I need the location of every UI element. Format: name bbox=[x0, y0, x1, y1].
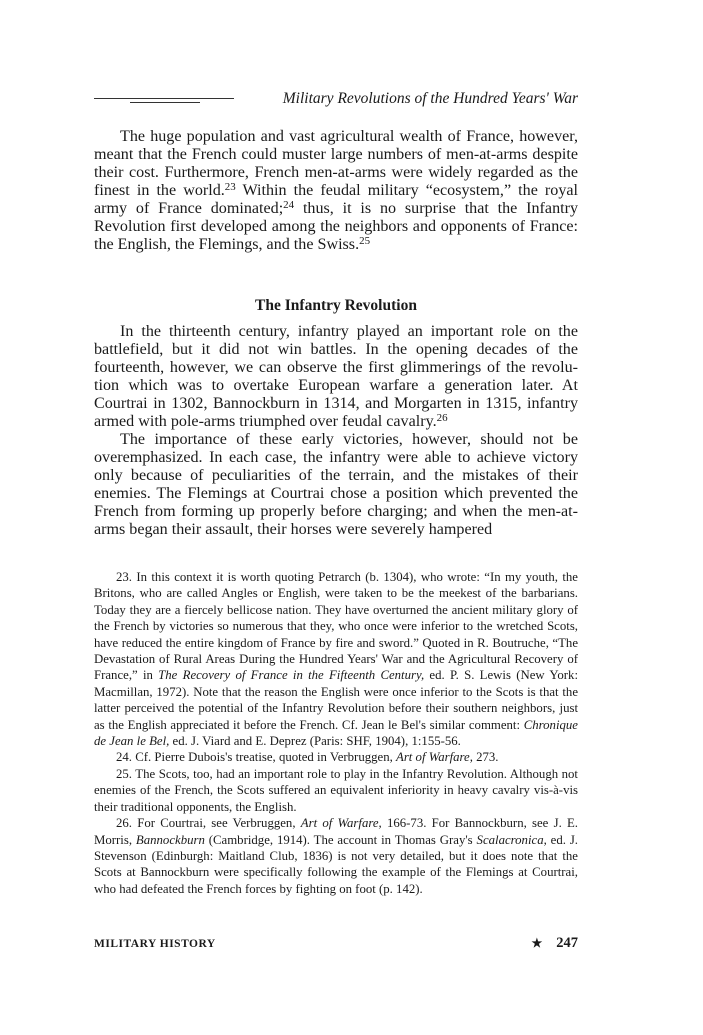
star-icon: ★ bbox=[531, 936, 543, 950]
footnote-ref: 25 bbox=[359, 235, 371, 248]
header-rule-short bbox=[130, 102, 200, 103]
paragraph: The importance of these early victories, however, should not be overemphasized. In each case, the infantry were able to achieve victory only because of peculiarities of the terrain, and the mistakes of their enemies. The Flemings at Courtrai chose a position which prevented the French from forming up properly before charging; and when the men-at-arms began their assault, their horses were severely hampered bbox=[94, 431, 578, 538]
running-title: Military Revolutions of the Hundred Years' War bbox=[282, 90, 578, 107]
footnote-ref: 24 bbox=[283, 199, 295, 212]
footnote-ref: 26 bbox=[436, 412, 448, 425]
footer-page-info bbox=[531, 935, 578, 952]
section-heading: The Infantry Revolution bbox=[255, 297, 417, 314]
footnote-24: 24. Cf. Pierre Dubois's treatise, quoted in Verbruggen, Art of Warfare, 273. bbox=[116, 750, 499, 765]
paragraph: The huge population and vast agricultural wealth of France, however, meant that the French could muster large numbers of men-at-arms despite their cost. Furthermore, French men-at-arms were widely regarded as the finest in the world.$^{23}$ Within the feudal military “ecosystem,” the royal army of France dominated;$^{24}$ thus, it is no surprise that the Infantry Revolution first developed among the neighbors and opponents of France: the English, the Flemings, and the Swiss.$^{25}$ bbox=[94, 128, 578, 253]
footer-journal-name: MILITARY HISTORY bbox=[94, 938, 216, 950]
footnote-23: 23. In this context it is worth quoting Petrarch (b. 1304), who wrote: “In my youth, the Britons, who are called Angles or English, were taken to be the meekest of the barbarians. Today they are a fiercely bellicose nation. They have overturned the ancient military glory of the French by victories so numerous that they, who once were inferior to the wretched Scots, have reduced the entire kingdom of France by fire and sword.” Quoted in R. Boutruche, “The Devastation of Rural Areas During the Hundred Years' War and the Agricultural Recovery of France,” in The Recovery of France in the Fifteenth Century, ed. P. S. Lewis (New York: Macmillan, 1972). Note that the reason the English were once inferior to the Scots is that the latter perceived the potential of the Infantry Revolution before their southern neighbors, just as the English appreciated it before the French. Cf. Jean le Bel's similar comment: Chronique de Jean le Bel, ed. J. Viard and E. Deprez (Paris: SHF, 1904), 1:155-56. bbox=[94, 570, 578, 749]
header-rule bbox=[94, 98, 234, 99]
page-number: 247 bbox=[556, 935, 578, 951]
footnote-ref: 23 bbox=[224, 181, 236, 194]
footnotes bbox=[94, 569, 578, 897]
footnote-25: 25. The Scots, too, had an important role to play in the Infantry Revolution. Although not enemies of the French, the Scots suffered an equivalent inferiority in heavy cavalry vis-à-vis their traditional opponents, the English. bbox=[94, 766, 578, 814]
paragraph: In the thirteenth century, infantry played an important role on the battlefield, but it did not win battles. In the opening decades of the fourteenth, however, we can observe the first glimmerings of the revolution which was to overtake European warfare a generation later. At Courtrai in 1302, Bannockburn in 1314, and Morgarten in 1315, infantry armed with pole-arms triumphed over feudal cavalry.$^{26}$ bbox=[94, 323, 578, 430]
running-head bbox=[94, 90, 578, 112]
body-section-2 bbox=[94, 323, 578, 539]
body-section-1 bbox=[94, 128, 578, 254]
footnote-26: 26. For Courtrai, see Verbruggen, Art of Warfare, 166-73. For Bannockburn, see J. E. Morris, Bannockburn (Cambridge, 1914). The account in Thomas Gray's Scalacronica, ed. J. Stevenson (Edinburgh: Maitland Club, 1836) is not very detailed, but it does note that the Scots at Bannockburn were specifically following the example of the Flemings at Courtrai, who had defeated the French forces by fighting on foot (p. 142). bbox=[94, 816, 579, 896]
